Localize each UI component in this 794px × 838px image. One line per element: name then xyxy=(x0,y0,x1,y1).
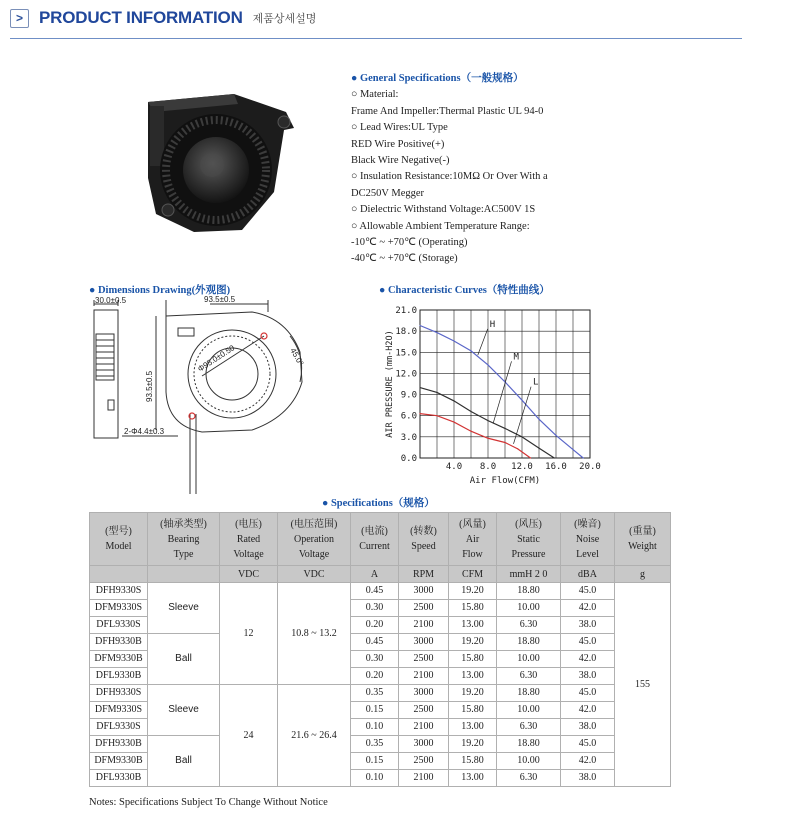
y-tick-label: 9.0 xyxy=(400,390,417,401)
noise-cell: 42.0 xyxy=(561,702,615,719)
model-cell: DFL9330S xyxy=(90,617,148,634)
series-point-M xyxy=(419,387,420,388)
current-cell: 0.20 xyxy=(351,668,399,685)
current-cell: 0.15 xyxy=(351,702,399,719)
dimensions-drawing-title: ● Dimensions Drawing(外观图) xyxy=(89,285,231,296)
series-point-H xyxy=(572,449,573,450)
spec-line: Frame And Impeller:Thermal Plastic UL 94-0 xyxy=(351,105,544,117)
bearing-cell: Sleeve xyxy=(148,583,220,634)
air-flow-cell: 13.00 xyxy=(449,719,497,736)
series-point-L xyxy=(517,448,518,449)
series-point-H xyxy=(521,400,522,401)
column-header-bearing: (轴承类型) Bearing Type xyxy=(148,513,220,566)
spec-line: -10℃ ~ +70℃ (Operating) xyxy=(351,237,468,249)
series-point-H xyxy=(453,340,454,341)
y-tick-label: 6.0 xyxy=(400,411,417,422)
air-flow-cell: 15.80 xyxy=(449,651,497,668)
column-header-static-pressure: (风压) Static Pressure xyxy=(497,513,561,566)
unit-cell: g xyxy=(615,566,671,583)
noise-cell: 45.0 xyxy=(561,736,615,753)
series-point-H xyxy=(538,419,539,420)
static-pressure-cell: 10.00 xyxy=(497,753,561,770)
air-flow-cell: 19.20 xyxy=(449,634,497,651)
noise-cell: 38.0 xyxy=(561,668,615,685)
unit-cell: dBA xyxy=(561,566,615,583)
noise-cell: 42.0 xyxy=(561,651,615,668)
series-line-H xyxy=(420,326,583,458)
spec-line: Black Wire Negative(-) xyxy=(351,155,450,167)
speed-cell: 3000 xyxy=(399,736,449,753)
speed-cell: 2100 xyxy=(399,770,449,787)
weight-cell: 155 xyxy=(615,583,671,787)
column-header-speed: (转数) Speed xyxy=(399,513,449,566)
unit-cell: mmH 2 0 xyxy=(497,566,561,583)
height-dimension-label: 93.5±0.5 xyxy=(145,370,154,402)
spec-line: ○ Lead Wires:UL Type xyxy=(351,122,448,134)
dimensions-drawing xyxy=(82,296,322,496)
static-pressure-cell: 18.80 xyxy=(497,634,561,651)
series-leader-line xyxy=(493,361,511,423)
page-header xyxy=(10,6,316,30)
spec-line: ○ Material: xyxy=(351,89,399,101)
speed-cell: 2100 xyxy=(399,719,449,736)
y-tick-label: 12.0 xyxy=(395,369,417,380)
unit-cell: VDC xyxy=(220,566,278,583)
series-point-H xyxy=(436,332,437,333)
speed-cell: 2500 xyxy=(399,651,449,668)
current-cell: 0.35 xyxy=(351,685,399,702)
noise-cell: 38.0 xyxy=(561,617,615,634)
current-cell: 0.35 xyxy=(351,736,399,753)
model-cell: DFL9330B xyxy=(90,668,148,685)
spec-line: DC250V Megger xyxy=(351,187,425,199)
table-header-row xyxy=(90,513,671,566)
diameter-label: Φ95.0±0.50 xyxy=(196,343,237,374)
header-divider xyxy=(10,38,742,39)
series-point-M xyxy=(436,392,437,393)
spec-line: RED Wire Positive(+) xyxy=(351,138,445,150)
bearing-cell: Ball xyxy=(148,634,220,685)
unit-cell: A xyxy=(351,566,399,583)
speed-cell: 3000 xyxy=(399,634,449,651)
x-tick-label: 20.0 xyxy=(579,462,601,472)
holes-label: 2-Φ4.4±0.3 xyxy=(124,427,165,436)
static-pressure-cell: 18.80 xyxy=(497,736,561,753)
angle-label: 45.0° xyxy=(288,346,306,368)
series-point-M xyxy=(554,457,555,458)
column-header-noise: (噪音) Noise Level xyxy=(561,513,615,566)
column-header-model: (型号) Model xyxy=(90,513,148,566)
fan-product-image xyxy=(134,82,304,242)
series-point-M xyxy=(538,448,539,449)
air-flow-cell: 15.80 xyxy=(449,753,497,770)
spec-line: ○ Insulation Resistance:10MΩ Or Over With a xyxy=(351,171,548,183)
current-cell: 0.30 xyxy=(351,651,399,668)
column-header-air-flow: (风量) Air Flow xyxy=(449,513,497,566)
characteristic-chart xyxy=(380,302,620,492)
x-tick-label: 4.0 xyxy=(445,462,463,472)
operation-voltage-cell: 10.8 ~ 13.2 xyxy=(278,583,351,685)
static-pressure-cell: 18.80 xyxy=(497,685,561,702)
rated-voltage-cell: 12 xyxy=(220,583,278,685)
current-cell: 0.20 xyxy=(351,617,399,634)
series-point-H xyxy=(555,435,556,436)
unit-cell: RPM xyxy=(399,566,449,583)
air-flow-cell: 15.80 xyxy=(449,600,497,617)
series-line-L xyxy=(420,414,531,458)
series-leader-line xyxy=(478,329,488,355)
speed-cell: 2500 xyxy=(399,702,449,719)
series-point-L xyxy=(487,438,488,439)
y-tick-label: 0.0 xyxy=(400,454,417,464)
series-point-M xyxy=(470,411,471,412)
table-row xyxy=(90,685,671,702)
speed-cell: 2100 xyxy=(399,617,449,634)
series-point-L xyxy=(419,413,420,414)
spec-line: -40℃ ~ +70℃ (Storage) xyxy=(351,253,458,265)
spec-line: ○ Allowable Ambient Temperature Range: xyxy=(351,220,530,232)
current-cell: 0.45 xyxy=(351,583,399,600)
table-row xyxy=(90,736,671,753)
static-pressure-cell: 6.30 xyxy=(497,668,561,685)
air-flow-cell: 19.20 xyxy=(449,583,497,600)
unit-cell: CFM xyxy=(449,566,497,583)
static-pressure-cell: 6.30 xyxy=(497,719,561,736)
general-specifications-title: ● General Specifications（一般规格） xyxy=(351,73,524,84)
model-cell: DFM9330B xyxy=(90,651,148,668)
operation-voltage-cell: 21.6 ~ 26.4 xyxy=(278,685,351,787)
series-point-H xyxy=(487,364,488,365)
static-pressure-cell: 6.30 xyxy=(497,617,561,634)
y-axis-label: AIR PRESSURE (mm-H2O) xyxy=(385,330,395,438)
spec-line: ○ Dielectric Withstand Voltage:AC500V 1S xyxy=(351,204,536,216)
series-name-label: M xyxy=(513,352,519,363)
side-view xyxy=(94,300,118,438)
series-point-M xyxy=(521,436,522,437)
rated-voltage-cell: 24 xyxy=(220,685,278,787)
model-cell: DFH9330S xyxy=(90,685,148,702)
x-tick-label: 12.0 xyxy=(511,462,533,472)
bearing-cell: Ball xyxy=(148,736,220,787)
specifications-table-body xyxy=(90,583,671,787)
air-flow-cell: 15.80 xyxy=(449,702,497,719)
static-pressure-cell: 10.00 xyxy=(497,600,561,617)
current-cell: 0.45 xyxy=(351,634,399,651)
y-tick-label: 18.0 xyxy=(395,327,417,338)
y-tick-label: 3.0 xyxy=(400,432,417,443)
series-line-M xyxy=(420,388,554,458)
air-flow-cell: 13.00 xyxy=(449,617,497,634)
air-flow-cell: 13.00 xyxy=(449,770,497,787)
series-point-L xyxy=(470,431,471,432)
x-tick-label: 16.0 xyxy=(545,462,567,472)
series-name-label: H xyxy=(489,319,496,330)
x-axis-label: Air Flow(CFM) xyxy=(469,476,541,486)
general-specifications xyxy=(351,71,548,268)
series-point-H xyxy=(583,457,584,458)
model-cell: DFH9330B xyxy=(90,634,148,651)
current-cell: 0.10 xyxy=(351,770,399,787)
model-cell: DFM9330S xyxy=(90,702,148,719)
series-point-L xyxy=(504,442,505,443)
table-units-row xyxy=(90,566,671,583)
speed-cell: 3000 xyxy=(399,685,449,702)
characteristic-curves-title: ● Characteristic Curves（特性曲线） xyxy=(379,285,550,296)
static-pressure-cell: 6.30 xyxy=(497,770,561,787)
y-tick-label: 21.0 xyxy=(395,306,417,316)
noise-cell: 42.0 xyxy=(561,600,615,617)
series-point-L xyxy=(453,421,454,422)
column-header-current: (电流) Current xyxy=(351,513,399,566)
model-cell: DFL9330B xyxy=(90,770,148,787)
speed-cell: 2100 xyxy=(399,668,449,685)
model-cell: DFM9330B xyxy=(90,753,148,770)
y-tick-label: 15.0 xyxy=(395,348,417,359)
chart-series xyxy=(419,325,583,459)
model-cell: DFM9330S xyxy=(90,600,148,617)
noise-cell: 45.0 xyxy=(561,634,615,651)
current-cell: 0.10 xyxy=(351,719,399,736)
air-flow-cell: 19.20 xyxy=(449,736,497,753)
page-subtitle: 제품상세설명 xyxy=(252,12,317,25)
column-header-weight: (重量) Weight xyxy=(615,513,671,566)
column-header-rated-voltage: (电压) Rated Voltage xyxy=(220,513,278,566)
unit-cell xyxy=(90,566,148,583)
current-cell: 0.30 xyxy=(351,600,399,617)
series-point-L xyxy=(530,457,531,458)
chevron-right-icon[interactable]: > xyxy=(10,9,29,28)
series-point-M xyxy=(504,428,505,429)
unit-cell: VDC xyxy=(278,566,351,583)
table-row xyxy=(90,583,671,600)
air-flow-cell: 19.20 xyxy=(449,685,497,702)
current-cell: 0.15 xyxy=(351,753,399,770)
series-point-H xyxy=(470,350,471,351)
column-header-operation-voltage: (电压范围) Operation Voltage xyxy=(278,513,351,566)
noise-cell: 42.0 xyxy=(561,753,615,770)
page-title: PRODUCT INFORMATION xyxy=(39,8,243,27)
static-pressure-cell: 18.80 xyxy=(497,583,561,600)
noise-cell: 38.0 xyxy=(561,719,615,736)
bearing-cell: Sleeve xyxy=(148,685,220,736)
speed-cell: 2500 xyxy=(399,600,449,617)
unit-cell xyxy=(148,566,220,583)
series-point-L xyxy=(436,415,437,416)
static-pressure-cell: 10.00 xyxy=(497,702,561,719)
speed-cell: 3000 xyxy=(399,583,449,600)
width-dimension-label: 30.0±0.5 xyxy=(95,296,127,305)
x-tick-label: 8.0 xyxy=(479,462,497,472)
series-name-label: L xyxy=(533,377,539,388)
static-pressure-cell: 10.00 xyxy=(497,651,561,668)
noise-cell: 38.0 xyxy=(561,770,615,787)
model-cell: DFH9330B xyxy=(90,736,148,753)
noise-cell: 45.0 xyxy=(561,685,615,702)
noise-cell: 45.0 xyxy=(561,583,615,600)
model-cell: DFL9330S xyxy=(90,719,148,736)
specifications-table xyxy=(89,512,671,787)
table-row xyxy=(90,634,671,651)
series-point-M xyxy=(453,400,454,401)
series-point-H xyxy=(419,325,420,326)
speed-cell: 2500 xyxy=(399,753,449,770)
length-dimension-label: 93.5±0.5 xyxy=(204,296,236,304)
air-flow-cell: 13.00 xyxy=(449,668,497,685)
model-cell: DFH9330S xyxy=(90,583,148,600)
series-point-M xyxy=(487,420,488,421)
specifications-title: ● Specifications（规格） xyxy=(322,498,435,509)
notes-text: Notes: Specifications Subject To Change Without Notice xyxy=(89,797,328,808)
